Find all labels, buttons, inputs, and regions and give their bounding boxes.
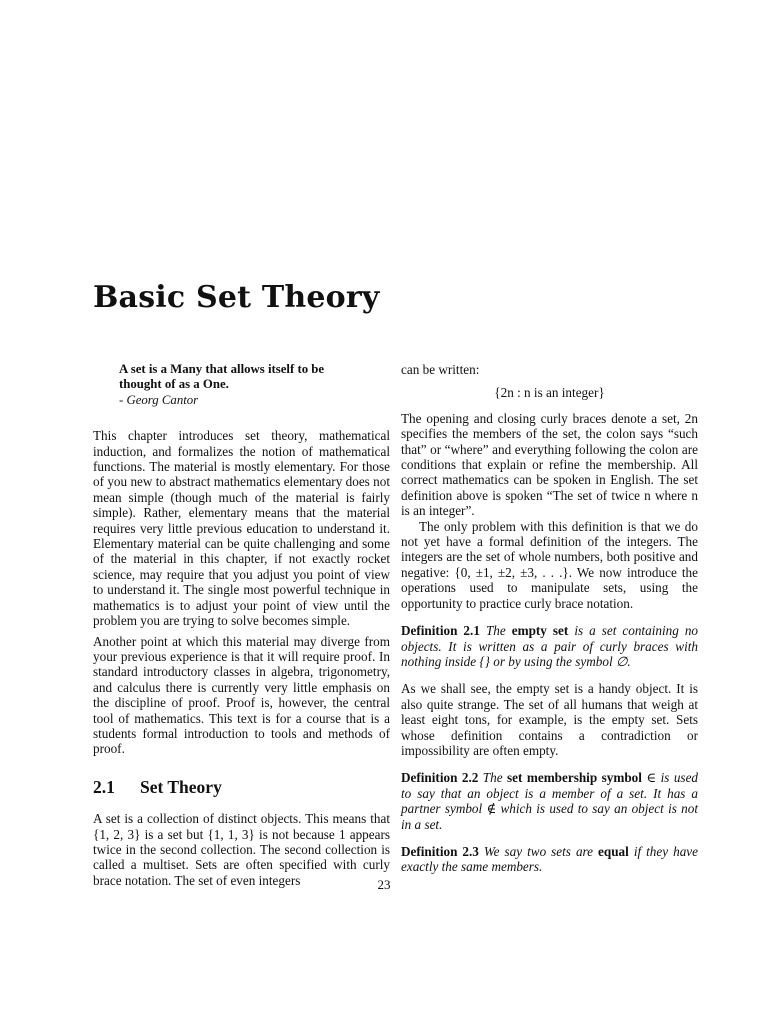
section-heading <box>93 776 390 797</box>
set-paragraph: A set is a collection of distinct objects. This means that {1, 2, 3} is a set but {1, 1, 3} is not because 1 appears twice in the second collection. The second collection is called a multiset. Sets are often specified with curly brace notation. The set of even integers <box>93 811 390 888</box>
definition-text: if they have exactly the same members. <box>401 843 698 875</box>
definition-label: Definition 2.3 <box>401 843 479 859</box>
display-equation: {2n : n is an integer} <box>494 385 605 401</box>
intro-paragraph-2: Another point at which this material may diverge from your previous experience is that it will require proof. In standard introductory classes in algebra, trigonometry, and calculus there is currently very little emphasis on the discipline of proof. Proof is, however, the central tool of mathematics. This text is for a course that is a students formal introduction to tools and methods of proof. <box>93 633 390 757</box>
definition-label: Definition 2.2 <box>401 770 479 786</box>
definition-text: The <box>485 623 506 639</box>
definition-label: Definition 2.1 <box>401 623 480 639</box>
page-number: 23 <box>377 877 391 892</box>
definition-2-1 <box>401 623 698 669</box>
definition-text: is a set containing no objects. It is written as a pair of curly braces with nothing inside {} or by using the symbol ∅. <box>401 623 699 669</box>
definition-2-2 <box>401 770 698 832</box>
definition-text: ∈ is used to say that an object is a member of a set. It has a partner symbol ∉ which is used to say an object is not in a set. <box>401 770 699 832</box>
section-title: Set Theory <box>140 776 222 797</box>
epigraph-quote: A set is a Many that allows itself to be thought of as a One. <box>119 362 325 392</box>
definition-term: equal <box>598 843 629 859</box>
epigraph-attribution: - Georg Cantor <box>119 392 199 407</box>
definition-term: set membership symbol <box>507 770 642 786</box>
definition-text: We say two sets are <box>483 843 594 859</box>
epigraph <box>119 362 366 408</box>
continuation-text: can be written: <box>401 362 480 377</box>
chapter-title: Basic Set Theory <box>93 280 380 315</box>
braces-paragraph: The opening and closing curly braces denote a set, 2n specifies the members of the set, the colon says “such that” or “where” and everything following the colon are conditions that explain or refine the membership. All correct mathematics can be spoken in English. The set definition above is spoken “The set of twice n where n is an integer”. <box>401 410 698 519</box>
definition-text: The <box>482 770 503 786</box>
right-column <box>401 362 698 875</box>
empty-set-paragraph: As we shall see, the empty set is a handy object. It is also quite strange. The set of all humans that weigh at least eight tons, for example, is the empty set. Sets whose definition contains a contradiction or impossibility are often empty. <box>401 681 698 758</box>
definition-term: empty set <box>511 623 569 639</box>
section-number: 2.1 <box>93 776 115 797</box>
intro-paragraph-1: This chapter introduces set theory, mathematical induction, and formalizes the notion of mathematical functions. The material is mostly elementary. For those of you new to abstract mathematics elementary does not mean simple (though much of the material is fairly simple). Rather, elementary means that the material requires very little previous education to understand it. Elementary material can be quite challenging and some of the material in this chapter, if not exactly rocket science, may require that you adjust you point of view to understand it. The single most powerful technique in mathematics is to adjust your point of view until the problem you are trying to solve becomes simple. <box>93 428 390 629</box>
definition-2-3 <box>401 844 698 875</box>
left-column <box>93 362 390 888</box>
integers-paragraph: The only problem with this definition is that we do not yet have a formal definition of the integers. The integers are the set of whole numbers, both positive and negative: {0, ±1, ±2, ±3, . . .}. We now introduce the operations used to manipulate sets, using the opportunity to practice curly brace notation. <box>401 518 698 611</box>
